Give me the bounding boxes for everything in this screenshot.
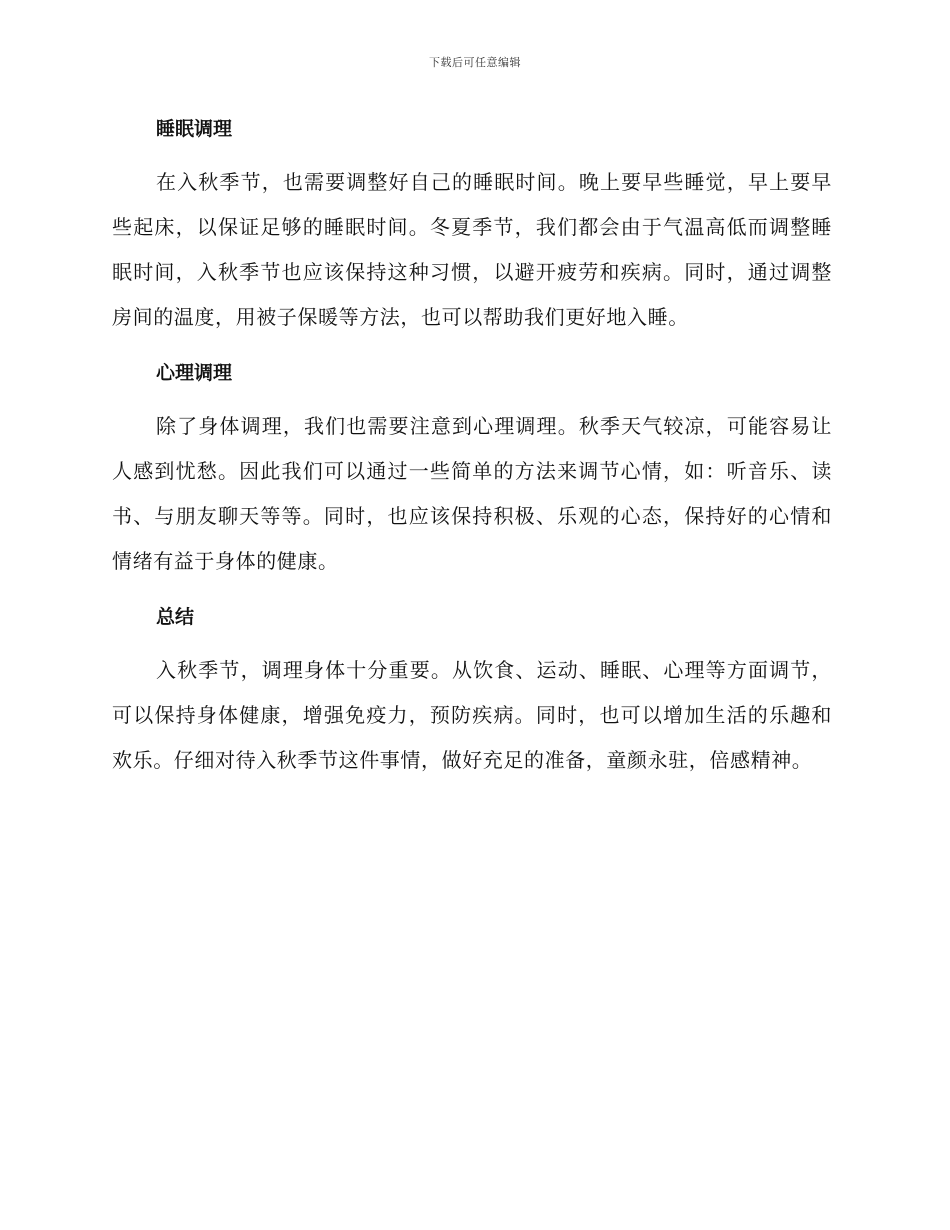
- section-title: 总结: [156, 606, 195, 628]
- document-body: [112, 110, 832, 797]
- section-paragraph: 除了身体调理，我们也需要注意到心理调理。秋季天气较凉，可能容易让人感到忧愁。因此我们可以通过一些简单的方法来调节心情，如：听音乐、读书、与朋友聊天等等。同时，也应该保持积极、乐观的心态，保持好的心情和情绪有益于身体的健康。: [112, 414, 832, 573]
- section-psychology: [112, 354, 832, 584]
- section-sleep: [112, 110, 832, 340]
- section-title: 睡眠调理: [156, 118, 233, 140]
- page-header-note: 下载后可任意编辑: [429, 56, 521, 69]
- section-paragraph: 在入秋季节，也需要调整好自己的睡眠时间。晚上要早些睡觉，早上要早些起床，以保证足够的睡眠时间。冬夏季节，我们都会由于气温高低而调整睡眠时间，入秋季节也应该保持这种习惯，以避开疲劳和疾病。同时，通过调整房间的温度，用被子保暖等方法，也可以帮助我们更好地入睡。: [112, 170, 832, 329]
- section-title: 心理调理: [156, 362, 233, 384]
- section-paragraph: 入秋季节，调理身体十分重要。从饮食、运动、睡眠、心理等方面调节，可以保持身体健康，增强免疫力，预防疾病。同时，也可以增加生活的乐趣和欢乐。仔细对待入秋季节这件事情，做好充足的准备，童颜永驻，倍感精神。: [112, 658, 832, 772]
- section-summary: [112, 598, 832, 783]
